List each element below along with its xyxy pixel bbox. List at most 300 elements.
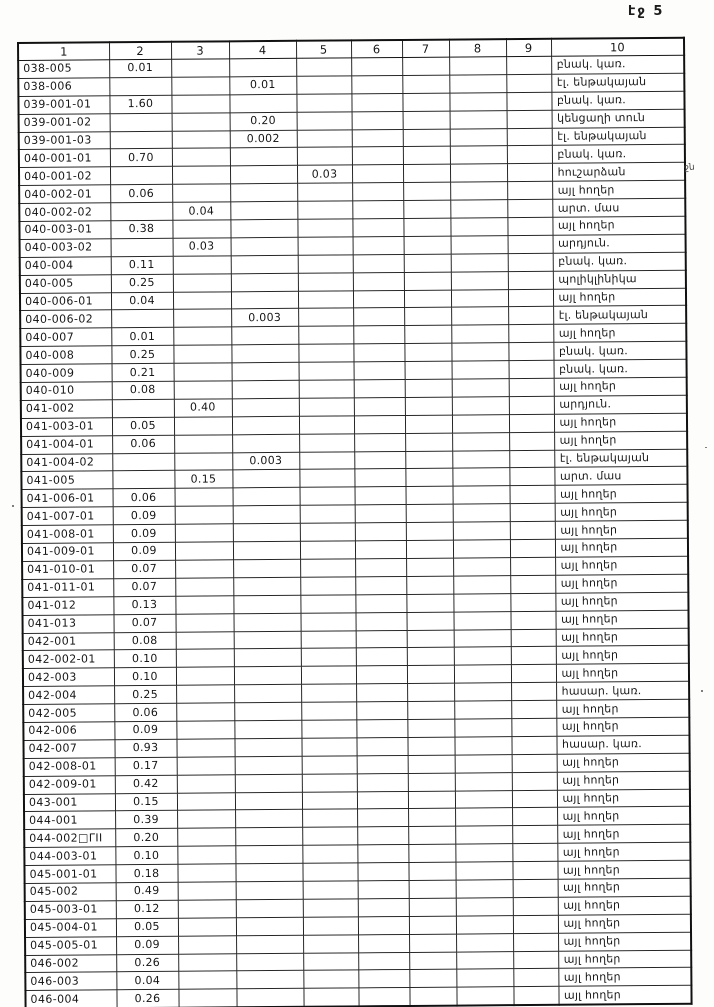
value-cell [404, 236, 451, 254]
value-cell [451, 271, 508, 289]
value-cell [404, 272, 451, 290]
value-cell [510, 557, 555, 575]
value-cell [174, 381, 232, 399]
parcel-code-cell: 041-008-01 [22, 525, 113, 544]
value-cell [510, 521, 555, 539]
value-cell [234, 684, 301, 702]
value-cell [454, 647, 511, 665]
value-cell [507, 110, 552, 128]
value-cell [409, 880, 456, 898]
value-cell [171, 77, 229, 95]
column-header-6: 6 [351, 40, 402, 58]
value-cell [455, 844, 512, 862]
value-cell: 0.04 [116, 972, 178, 990]
value-cell [297, 201, 352, 219]
value-cell [173, 274, 231, 292]
value-cell: 0.12 [116, 900, 178, 918]
value-cell [296, 58, 351, 76]
value-cell [173, 256, 231, 274]
value-cell [358, 934, 409, 952]
value-cell [409, 898, 456, 916]
parcel-code-cell: 041-006-01 [22, 489, 113, 508]
value-cell [234, 738, 301, 756]
value-cell: 0.06 [113, 489, 175, 507]
value-cell [299, 380, 354, 398]
value-cell [451, 343, 508, 361]
value-cell [178, 900, 236, 918]
value-cell: 0.04 [111, 292, 173, 310]
value-cell [353, 290, 404, 308]
land-use-cell: այլ հողեր [558, 968, 691, 987]
value-cell [177, 846, 235, 864]
value-cell [231, 273, 298, 291]
value-cell [452, 450, 509, 468]
value-cell [508, 343, 553, 361]
value-cell [230, 184, 297, 202]
value-cell [296, 94, 351, 112]
value-cell: 0.20 [115, 829, 177, 847]
value-cell [175, 596, 233, 614]
value-cell [406, 612, 453, 630]
value-cell: 0.09 [116, 936, 178, 954]
value-cell [509, 414, 554, 432]
value-cell [302, 845, 357, 863]
value-cell [512, 826, 557, 844]
land-use-cell: այլ հողեր [555, 592, 688, 611]
value-cell [234, 649, 301, 667]
value-cell: 0.09 [113, 524, 175, 542]
value-cell [508, 271, 553, 289]
value-cell [298, 290, 353, 308]
value-cell: 0.17 [115, 757, 177, 775]
value-cell [509, 396, 554, 414]
value-cell [301, 648, 356, 666]
value-cell [512, 843, 557, 861]
value-cell [453, 575, 510, 593]
value-cell [507, 128, 552, 146]
value-cell [507, 146, 552, 164]
value-cell [351, 93, 402, 111]
land-use-cell: այլ հողեր [556, 646, 689, 665]
land-parcel-table [17, 37, 696, 1007]
value-cell [232, 434, 299, 452]
value-cell [451, 236, 508, 254]
value-cell [405, 397, 452, 415]
land-use-cell: հասար. կառ. [556, 681, 689, 700]
value-cell [409, 970, 456, 988]
value-cell [405, 361, 452, 379]
land-use-cell: էլ. ենթակայան [552, 127, 685, 146]
land-use-cell: այլ հողեր [555, 574, 688, 593]
value-cell [353, 254, 404, 272]
value-cell [232, 416, 299, 434]
parcel-code-cell: 043-001 [24, 793, 115, 812]
value-cell [507, 164, 552, 182]
parcel-code-cell: 042-005 [23, 704, 114, 723]
value-cell [173, 309, 231, 327]
value-cell [176, 739, 234, 757]
scan-speck [705, 447, 707, 448]
value-cell [509, 432, 554, 450]
value-cell: 0.08 [114, 632, 176, 650]
parcel-code-cell: 041-003-01 [21, 418, 112, 437]
value-cell [358, 898, 409, 916]
value-cell [407, 737, 454, 755]
value-cell [357, 791, 408, 809]
value-cell [450, 110, 507, 128]
land-use-cell: բնակ. կառ. [553, 342, 686, 361]
value-cell [353, 236, 404, 254]
value-cell [236, 953, 303, 971]
value-cell [450, 164, 507, 182]
parcel-code-cell: 042-001 [23, 632, 114, 651]
value-cell [300, 505, 355, 523]
value-cell [232, 362, 299, 380]
value-cell [235, 845, 302, 863]
parcel-code-cell: 040-006-01 [20, 292, 111, 311]
value-cell [353, 272, 404, 290]
parcel-code-cell: 041-007-01 [22, 507, 113, 526]
land-use-cell: արտ. մաս [554, 467, 687, 486]
value-cell [172, 148, 230, 166]
land-use-cell: այլ հողեր [555, 485, 688, 504]
page-number-label: էջ 5 [628, 4, 665, 19]
parcel-code-cell: 040-005 [20, 274, 111, 293]
value-cell: 0.01 [111, 328, 173, 346]
value-cell [235, 828, 302, 846]
value-cell [452, 379, 509, 397]
value-cell [230, 148, 297, 166]
land-use-cell: այլ հողեր [557, 771, 690, 790]
value-cell [404, 325, 451, 343]
value-cell [174, 435, 232, 453]
land-use-cell: այլ հողեր [554, 377, 687, 396]
value-cell [357, 827, 408, 845]
value-cell [230, 166, 297, 184]
parcel-code-cell: 040-004 [20, 257, 111, 276]
value-cell [355, 576, 406, 594]
value-cell [356, 737, 407, 755]
value-cell [356, 719, 407, 737]
value-cell [300, 559, 355, 577]
value-cell [358, 880, 409, 898]
value-cell [510, 539, 555, 557]
value-cell [358, 988, 409, 1006]
parcel-code-cell: 038-006 [18, 78, 109, 97]
value-cell [456, 951, 513, 969]
value-cell: 0.09 [113, 542, 175, 560]
value-cell [297, 183, 352, 201]
land-use-cell: այլ հողեր [557, 842, 690, 861]
land-use-cell: այլ հողեր [556, 628, 689, 647]
value-cell [176, 703, 234, 721]
value-cell [303, 934, 358, 952]
value-cell [354, 415, 405, 433]
value-cell [456, 915, 513, 933]
value-cell [235, 792, 302, 810]
land-use-cell: այլ հողեր [556, 664, 689, 683]
parcel-code-cell: 040-010 [21, 382, 112, 401]
value-cell [302, 756, 357, 774]
value-cell [453, 504, 510, 522]
value-cell [112, 453, 174, 471]
value-cell [231, 345, 298, 363]
table-wrapper [17, 37, 691, 1007]
land-use-cell: արտ. մաս [552, 198, 685, 217]
value-cell [302, 863, 357, 881]
land-use-cell: բնակ. կառ. [553, 252, 686, 271]
land-use-cell: այլ հողեր [554, 431, 687, 450]
parcel-code-cell: 046-003 [25, 972, 116, 991]
value-cell [236, 899, 303, 917]
value-cell [298, 273, 353, 291]
value-cell [456, 880, 513, 898]
value-cell [510, 504, 555, 522]
parcel-code-cell: 041-010-01 [22, 561, 113, 580]
land-use-cell: բնակ. կառ. [551, 91, 684, 110]
value-cell [407, 630, 454, 648]
value-cell [449, 57, 506, 75]
value-cell [407, 683, 454, 701]
value-cell: 0.03 [173, 238, 231, 256]
value-cell [356, 648, 407, 666]
value-cell [402, 57, 449, 75]
value-cell [408, 755, 455, 773]
value-cell [233, 488, 300, 506]
value-cell [506, 56, 551, 74]
land-use-cell: այլ հողեր [557, 753, 690, 772]
land-use-cell: այլ հողեր [555, 520, 688, 539]
land-use-cell: այլ հողեր [557, 860, 690, 879]
value-cell [456, 933, 513, 951]
value-cell [358, 952, 409, 970]
value-cell [513, 969, 558, 987]
parcel-code-cell: 040-006-02 [20, 310, 111, 329]
parcel-code-cell: 040-002-01 [19, 185, 110, 204]
value-cell [234, 667, 301, 685]
value-cell [450, 182, 507, 200]
value-cell: 0.01 [109, 59, 171, 77]
parcel-code-cell: 044-002□ΓΙΙ [24, 829, 115, 848]
value-cell [110, 131, 172, 149]
value-cell [403, 111, 450, 129]
value-cell: 0.05 [112, 417, 174, 435]
value-cell [111, 310, 173, 328]
value-cell [406, 576, 453, 594]
value-cell [174, 417, 232, 435]
value-cell: 0.38 [110, 220, 172, 238]
value-cell [236, 989, 303, 1007]
value-cell [353, 308, 404, 326]
value-cell [298, 344, 353, 362]
value-cell [299, 451, 354, 469]
value-cell [352, 201, 403, 219]
land-use-cell: այլ հողեր [553, 324, 686, 343]
value-cell: 0.20 [230, 112, 297, 130]
land-use-cell: արդյուն. [553, 234, 686, 253]
value-cell [506, 92, 551, 110]
land-use-cell: էլ. ենթակայան [554, 449, 687, 468]
value-cell [508, 235, 553, 253]
parcel-code-cell: 041-004-02 [21, 453, 112, 472]
value-cell [351, 57, 402, 75]
value-cell [407, 701, 454, 719]
value-cell: 0.04 [172, 202, 230, 220]
value-cell [510, 611, 555, 629]
value-cell [455, 826, 512, 844]
parcel-code-cell: 041-011-01 [22, 579, 113, 598]
value-cell [231, 291, 298, 309]
value-cell [403, 200, 450, 218]
value-cell [303, 970, 358, 988]
parcel-code-cell: 042-004 [23, 686, 114, 705]
value-cell [353, 326, 404, 344]
value-cell [507, 182, 552, 200]
value-cell [511, 665, 556, 683]
value-cell [402, 93, 449, 111]
value-cell [233, 559, 300, 577]
value-cell [354, 451, 405, 469]
value-cell [173, 345, 231, 363]
value-cell [454, 736, 511, 754]
value-cell [110, 113, 172, 131]
value-cell [513, 933, 558, 951]
value-cell: 0.07 [113, 560, 175, 578]
value-cell: 0.25 [111, 274, 173, 292]
value-cell: 0.06 [114, 703, 176, 721]
value-cell [451, 325, 508, 343]
value-cell [454, 719, 511, 737]
value-cell [455, 772, 512, 790]
value-cell [300, 612, 355, 630]
value-cell [171, 59, 229, 77]
value-cell [172, 184, 230, 202]
value-cell [353, 344, 404, 362]
value-cell [406, 522, 453, 540]
value-cell [406, 558, 453, 576]
land-use-cell: այլ հողեր [554, 413, 687, 432]
value-cell: 0.10 [115, 846, 177, 864]
value-cell [301, 720, 356, 738]
value-cell [355, 523, 406, 541]
value-cell [354, 433, 405, 451]
value-cell [405, 379, 452, 397]
value-cell [301, 684, 356, 702]
value-cell [455, 754, 512, 772]
value-cell [297, 219, 352, 237]
land-use-cell: այլ հողեր [558, 878, 691, 897]
value-cell: 0.11 [111, 256, 173, 274]
value-cell [235, 756, 302, 774]
parcel-code-cell: 044-003-01 [24, 847, 115, 866]
value-cell [177, 864, 235, 882]
value-cell [112, 471, 174, 489]
value-cell [405, 433, 452, 451]
value-cell [299, 398, 354, 416]
land-use-cell: կենցաղի տուն [552, 109, 685, 128]
value-cell: 0.15 [115, 793, 177, 811]
value-cell [357, 773, 408, 791]
parcel-code-cell: 041-012 [22, 596, 113, 615]
value-cell: 0.03 [297, 165, 352, 183]
value-cell [231, 327, 298, 345]
value-cell [455, 808, 512, 826]
value-cell [300, 595, 355, 613]
parcel-code-cell: 042-009-01 [24, 775, 115, 794]
value-cell: 0.003 [231, 309, 298, 327]
value-cell [452, 397, 509, 415]
value-cell [352, 218, 403, 236]
value-cell [300, 487, 355, 505]
value-cell [178, 935, 236, 953]
value-cell [509, 378, 554, 396]
value-cell [231, 237, 298, 255]
column-header-5: 5 [296, 40, 351, 58]
value-cell [233, 523, 300, 541]
value-cell: 0.70 [110, 149, 172, 167]
value-cell [233, 577, 300, 595]
value-cell [303, 899, 358, 917]
value-cell [357, 755, 408, 773]
value-cell [512, 790, 557, 808]
parcel-code-cell: 040-001-02 [19, 167, 110, 186]
value-cell [450, 218, 507, 236]
value-cell [352, 165, 403, 183]
value-cell [453, 593, 510, 611]
land-use-cell: այլ հողեր [558, 914, 691, 933]
value-cell [449, 92, 506, 110]
value-cell [230, 219, 297, 237]
value-cell: 0.07 [113, 614, 175, 632]
value-cell: 0.21 [112, 363, 174, 381]
value-cell [456, 897, 513, 915]
parcel-code-cell: 040-003-02 [20, 239, 111, 258]
land-use-cell: այլ հողեր [555, 610, 688, 629]
value-cell [513, 987, 558, 1005]
parcel-code-cell: 040-003-01 [19, 221, 110, 240]
value-cell: 0.01 [229, 76, 296, 94]
value-cell [511, 629, 556, 647]
value-cell [407, 665, 454, 683]
value-cell [512, 861, 557, 879]
value-cell [177, 774, 235, 792]
parcel-code-cell: 038-005 [18, 60, 109, 79]
value-cell [507, 199, 552, 217]
value-cell [297, 129, 352, 147]
value-cell: 0.10 [114, 650, 176, 668]
value-cell [229, 94, 296, 112]
value-cell [450, 146, 507, 164]
value-cell [409, 987, 456, 1005]
parcel-code-cell: 042-007 [23, 740, 114, 759]
column-header-10: 10 [551, 38, 684, 57]
value-cell [301, 666, 356, 684]
value-cell [513, 951, 558, 969]
value-cell [407, 719, 454, 737]
value-cell [451, 289, 508, 307]
value-cell [112, 399, 174, 417]
value-cell: 0.15 [174, 470, 232, 488]
value-cell [355, 487, 406, 505]
parcel-code-cell: 045-005-01 [25, 936, 116, 955]
parcel-code-cell: 042-003 [23, 668, 114, 687]
value-cell: 0.002 [230, 130, 297, 148]
value-cell: 0.07 [113, 578, 175, 596]
value-cell [177, 810, 235, 828]
value-cell [232, 398, 299, 416]
value-cell [357, 863, 408, 881]
parcel-code-cell: 045-003-01 [25, 901, 116, 920]
